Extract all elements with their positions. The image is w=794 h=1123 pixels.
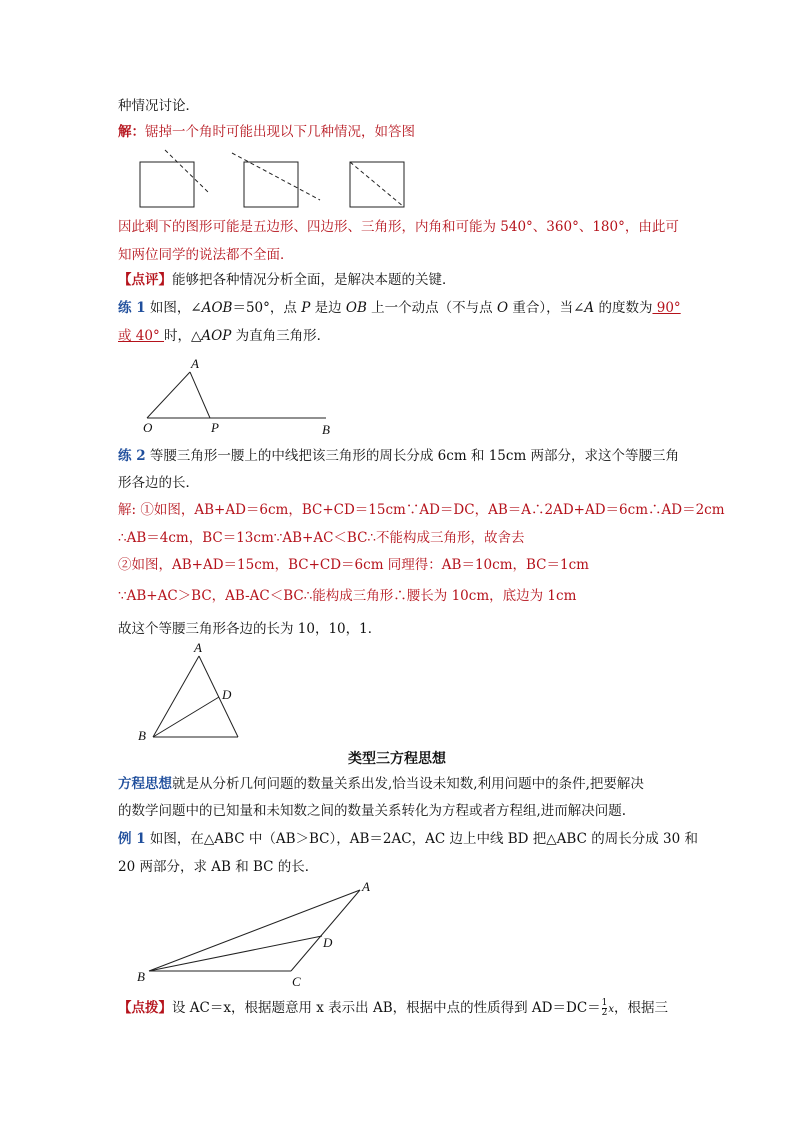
label-a: A	[191, 356, 199, 371]
method-line: 方程思想就是从分析几何问题的数量关系出发,恰当设未知数,利用问题中的条件,把要解决	[118, 776, 644, 792]
hint-line: 【点拨】设 AC＝x，根据题意用 x 表示出 AB，根据中点的性质得到 AD＝DC＝ $\frac{1}{2}$ x，根据三	[118, 998, 669, 1018]
label-b: B	[322, 422, 330, 437]
label-d: D	[323, 935, 333, 950]
label-b: B	[137, 969, 145, 984]
exercise-1-line: 练 1 如图，∠AOB＝50°，点 P 是边 OB 上一个动点（不与点 O 重合），当∠A 的度数为 90°	[118, 300, 681, 316]
text-line: 形各边的长．	[118, 475, 199, 491]
solution-line: ∵AB+AC＞BC，AB-AC＜BC∴能构成三角形∴腰长为 10cm，底边为 1cm	[118, 588, 577, 604]
section-heading: 类型三方程思想	[348, 751, 446, 767]
exercise-2-line: 练 2 等腰三角形一腰上的中线把该三角形的周长分成 6cm 和 15cm 两部分，求这个等腰三角	[118, 448, 680, 464]
text-line: 种情况讨论．	[118, 98, 199, 114]
exercise-1-line-2: 或 40° 时，△AOP 为直角三角形．	[118, 328, 331, 344]
label-a: A	[194, 640, 202, 655]
answer-blank: 90°	[652, 300, 681, 316]
example-1-line: 例 1 如图，在△ABC 中（AB＞BC），AB＝2AC，AC 边上中线 BD 把△ABC 的周长分成 30 和	[118, 831, 698, 847]
solution-line: ∴AB＝4cm，BC＝13cm∵AB+AC＜BC∴不能构成三角形，故舍去	[118, 530, 525, 546]
solution-line: 解：锯掉一个角时可能出现以下几种情况，如答图	[118, 124, 415, 140]
text-line: 因此剩下的图形可能是五边形、四边形、三角形，内角和可能为 540°、360°、180°，由此可	[118, 219, 679, 235]
label-b: B	[138, 728, 146, 743]
text-line: 知两位同学的说法都不全面．	[118, 247, 294, 263]
solution-label: 解：	[118, 124, 145, 140]
comment-line: 【点评】能够把各种情况分析全面，是解决本题的关键．	[118, 272, 456, 288]
exercise-label: 练 2	[118, 448, 146, 464]
fraction: $\frac{1}{2}$	[601, 998, 608, 1018]
answer-blank: 或 40°	[118, 328, 165, 344]
hint-label: 【点拨】	[118, 1000, 172, 1016]
method-label: 方程思想	[118, 776, 172, 792]
exercise-label: 练 1	[118, 300, 146, 316]
label-o: O	[143, 420, 153, 435]
example-label: 例 1	[118, 831, 146, 847]
label-a: A	[362, 879, 370, 894]
text-line: 20 两部分，求 AB 和 BC 的长．	[118, 859, 319, 875]
label-p: P	[211, 420, 219, 435]
comment-label: 【点评】	[118, 272, 172, 288]
text-line: 故这个等腰三角形各边的长为 10，10，1．	[118, 621, 382, 637]
solution-line: ②如图，AB+AD＝15cm，BC+CD＝6cm 同理得：AB＝10cm，BC＝1cm	[118, 557, 589, 573]
label-c: C	[292, 974, 301, 989]
solution-line: 解: ①如图，AB+AD＝6cm，BC+CD＝15cm∵AD＝DC，AB＝A∴2AD+AD＝6cm∴AD＝2cm	[118, 502, 725, 518]
text-line: 的数学问题中的已知量和未知数之间的数量关系转化为方程或者方程组,进而解决问题.	[118, 803, 627, 819]
label-d: D	[222, 687, 232, 702]
